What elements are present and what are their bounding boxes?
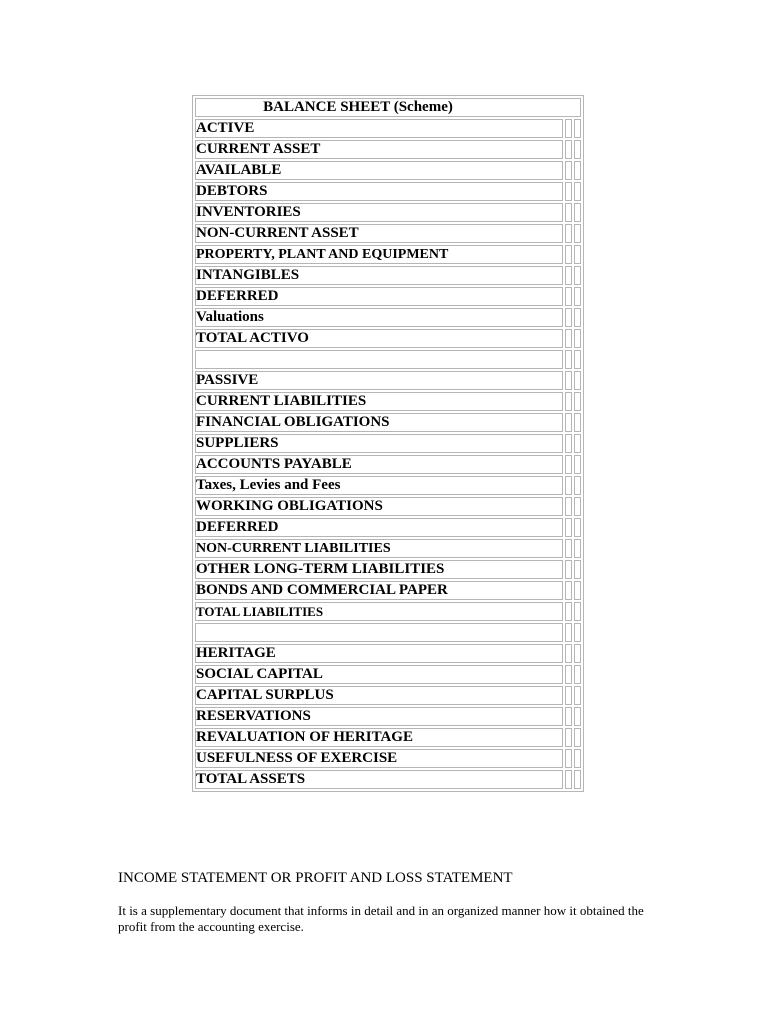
row-label: INVENTORIES — [195, 203, 563, 222]
row-label: NON-CURRENT LIABILITIES — [195, 539, 563, 558]
row-label — [195, 350, 563, 369]
income-statement-heading: INCOME STATEMENT OR PROFIT AND LOSS STATEMENT — [118, 870, 513, 886]
row-label: RESERVATIONS — [195, 707, 563, 726]
value-cell — [565, 182, 572, 201]
value-cell — [574, 497, 581, 516]
value-cell — [574, 455, 581, 474]
value-cell — [574, 308, 581, 327]
table-row — [195, 644, 581, 663]
value-cell — [565, 644, 572, 663]
value-cell — [565, 539, 572, 558]
row-label: PROPERTY, PLANT AND EQUIPMENT — [195, 245, 563, 264]
table-row — [195, 707, 581, 726]
value-cell — [565, 266, 572, 285]
value-cell — [565, 161, 572, 180]
table-row-empty — [195, 623, 581, 642]
table-row — [195, 581, 581, 600]
value-cell — [565, 623, 572, 642]
value-cell — [565, 455, 572, 474]
row-label: OTHER LONG-TERM LIABILITIES — [195, 560, 563, 579]
value-cell — [574, 182, 581, 201]
value-cell — [574, 728, 581, 747]
table-row — [195, 182, 581, 201]
row-label: CURRENT ASSET — [195, 140, 563, 159]
value-cell — [574, 686, 581, 705]
value-cell — [574, 140, 581, 159]
value-cell — [574, 224, 581, 243]
value-cell — [565, 770, 572, 789]
table-row — [195, 476, 581, 495]
table-row — [195, 119, 581, 138]
row-label: CAPITAL SURPLUS — [195, 686, 563, 705]
table-row — [195, 413, 581, 432]
value-cell — [574, 770, 581, 789]
value-cell — [565, 602, 572, 621]
value-cell — [565, 518, 572, 537]
value-cell — [574, 371, 581, 390]
row-label: NON-CURRENT ASSET — [195, 224, 563, 243]
value-cell — [574, 203, 581, 222]
table-row — [195, 686, 581, 705]
row-label: DEFERRED — [195, 518, 563, 537]
row-label: SOCIAL CAPITAL — [195, 665, 563, 684]
value-cell — [574, 476, 581, 495]
table-row — [195, 266, 581, 285]
table-row — [195, 497, 581, 516]
value-cell — [574, 623, 581, 642]
table-row — [195, 455, 581, 474]
row-label: DEBTORS — [195, 182, 563, 201]
value-cell — [565, 413, 572, 432]
value-cell — [574, 245, 581, 264]
row-label: AVAILABLE — [195, 161, 563, 180]
value-cell — [574, 560, 581, 579]
value-cell — [574, 602, 581, 621]
table-row — [195, 140, 581, 159]
value-cell — [565, 245, 572, 264]
value-cell — [565, 119, 572, 138]
value-cell — [574, 749, 581, 768]
value-cell — [574, 161, 581, 180]
table-row — [195, 770, 581, 789]
value-cell — [574, 539, 581, 558]
value-cell — [574, 350, 581, 369]
value-cell — [574, 644, 581, 663]
row-label: TOTAL ACTIVO — [195, 329, 563, 348]
value-cell — [565, 665, 572, 684]
table-row — [195, 728, 581, 747]
value-cell — [565, 371, 572, 390]
table-row — [195, 224, 581, 243]
row-label: SUPPLIERS — [195, 434, 563, 453]
value-cell — [565, 749, 572, 768]
table-row — [195, 434, 581, 453]
table-row — [195, 329, 581, 348]
value-cell — [565, 581, 572, 600]
table-row — [195, 161, 581, 180]
value-cell — [565, 308, 572, 327]
balance-sheet-title-row — [195, 98, 581, 117]
value-cell — [565, 728, 572, 747]
row-label: PASSIVE — [195, 371, 563, 390]
value-cell — [574, 392, 581, 411]
table-row — [195, 308, 581, 327]
row-label: ACTIVE — [195, 119, 563, 138]
value-cell — [565, 497, 572, 516]
value-cell — [565, 329, 572, 348]
row-label: Valuations — [195, 308, 563, 327]
table-row — [195, 371, 581, 390]
row-label: INTANGIBLES — [195, 266, 563, 285]
value-cell — [574, 266, 581, 285]
table-row — [195, 203, 581, 222]
value-cell — [574, 413, 581, 432]
table-row — [195, 602, 581, 621]
table-row — [195, 539, 581, 558]
balance-sheet-table — [192, 95, 584, 792]
value-cell — [574, 329, 581, 348]
value-cell — [574, 518, 581, 537]
table-row — [195, 749, 581, 768]
balance-sheet-title: BALANCE SHEET (Scheme) — [195, 98, 581, 117]
table-row — [195, 287, 581, 306]
value-cell — [565, 140, 572, 159]
table-row — [195, 665, 581, 684]
value-cell — [574, 434, 581, 453]
value-cell — [565, 224, 572, 243]
row-label: FINANCIAL OBLIGATIONS — [195, 413, 563, 432]
row-label: REVALUATION OF HERITAGE — [195, 728, 563, 747]
value-cell — [565, 350, 572, 369]
row-label: TOTAL LIABILITIES — [195, 602, 563, 621]
row-label: WORKING OBLIGATIONS — [195, 497, 563, 516]
balance-sheet-body — [195, 98, 581, 789]
table-row — [195, 392, 581, 411]
row-label — [195, 623, 563, 642]
row-label: Taxes, Levies and Fees — [195, 476, 563, 495]
row-label: USEFULNESS OF EXERCISE — [195, 749, 563, 768]
value-cell — [574, 287, 581, 306]
value-cell — [565, 686, 572, 705]
row-label: TOTAL ASSETS — [195, 770, 563, 789]
value-cell — [565, 476, 572, 495]
value-cell — [565, 434, 572, 453]
value-cell — [574, 665, 581, 684]
row-label: BONDS AND COMMERCIAL PAPER — [195, 581, 563, 600]
table-row — [195, 560, 581, 579]
row-label: HERITAGE — [195, 644, 563, 663]
row-label: CURRENT LIABILITIES — [195, 392, 563, 411]
value-cell — [574, 581, 581, 600]
row-label: DEFERRED — [195, 287, 563, 306]
table-row — [195, 518, 581, 537]
value-cell — [574, 119, 581, 138]
table-row-empty — [195, 350, 581, 369]
value-cell — [565, 392, 572, 411]
table-row — [195, 245, 581, 264]
value-cell — [565, 707, 572, 726]
value-cell — [565, 203, 572, 222]
value-cell — [574, 707, 581, 726]
value-cell — [565, 560, 572, 579]
income-statement-description: It is a supplementary document that informs in detail and in an organized manner how it obtained the profit from the accounting exercise. — [118, 903, 644, 934]
row-label: ACCOUNTS PAYABLE — [195, 455, 563, 474]
value-cell — [565, 287, 572, 306]
